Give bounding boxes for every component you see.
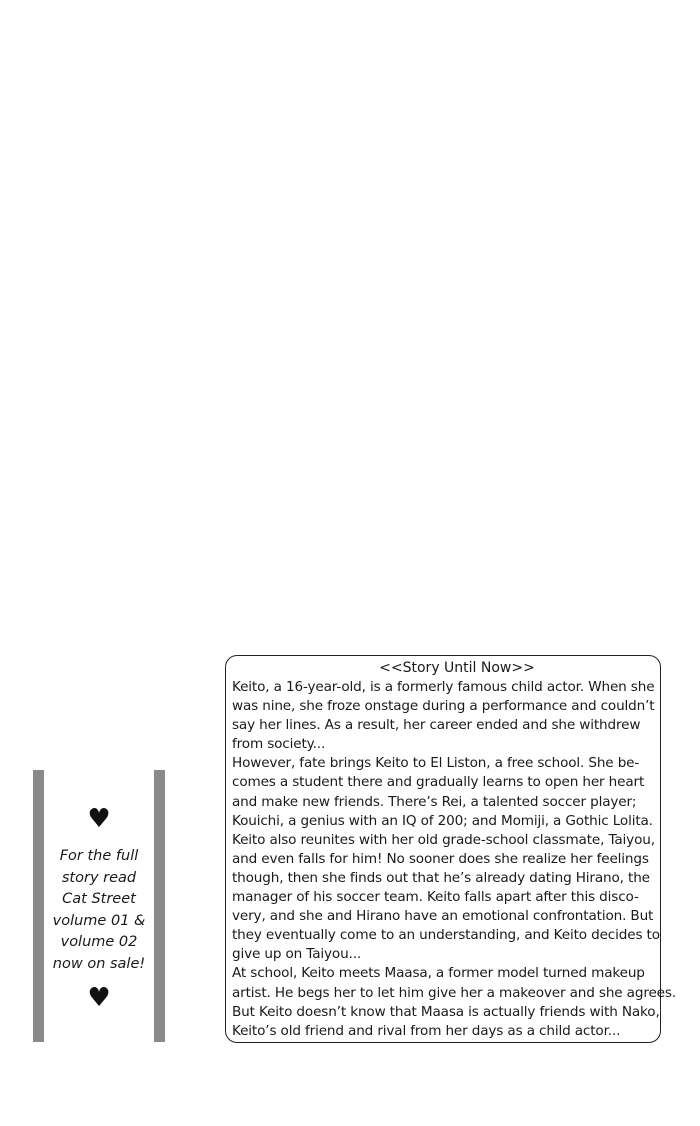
left-decorative-bar bbox=[33, 770, 44, 1042]
story-line: give up on Taiyou... bbox=[232, 946, 362, 963]
story-body bbox=[232, 678, 677, 1041]
promo-line: volume 01 & bbox=[52, 912, 146, 929]
story-line: and even falls for him! No sooner does she realize her feelings bbox=[232, 850, 649, 867]
story-line: from society... bbox=[232, 736, 326, 753]
promo-text bbox=[48, 846, 150, 975]
promo-line: volume 02 bbox=[60, 934, 138, 950]
story-summary-box bbox=[225, 655, 677, 1043]
promo-line: now on sale! bbox=[52, 955, 146, 972]
promo-line: For the full bbox=[59, 848, 139, 864]
story-line: they eventually come to an understanding, and Keito decides to bbox=[232, 927, 660, 944]
story-line: Keito, a 16-year-old, is a formerly famous child actor. When she bbox=[232, 679, 655, 695]
heart-icon: ♥ bbox=[87, 804, 111, 834]
heart-icon: ♥ bbox=[87, 983, 111, 1013]
story-line: and make new friends. There’s Rei, a talented soccer player; bbox=[232, 793, 637, 810]
story-line: though, then she finds out that he’s already dating Hirano, the bbox=[232, 869, 650, 886]
promo-line: Cat Street bbox=[62, 891, 136, 907]
story-line: However, fate brings Keito to El Liston, a free school. She be- bbox=[232, 755, 640, 772]
story-line: say her lines. As a result, her career ended and she withdrew bbox=[232, 717, 641, 734]
story-line: At school, Keito meets Maasa, a former model turned makeup bbox=[232, 965, 645, 982]
story-line: manager of his soccer team. Keito falls apart after this disco- bbox=[232, 889, 639, 906]
story-line: Keito also reunites with her old grade-school classmate, Taiyou, bbox=[232, 831, 655, 848]
story-line: very, and she and Hirano have an emotional confrontation. But bbox=[232, 908, 654, 925]
promo-line: story read bbox=[61, 869, 137, 886]
right-decorative-bar bbox=[154, 770, 165, 1042]
promo-panel bbox=[48, 800, 150, 1013]
story-title: <<Story Until Now>> bbox=[379, 660, 535, 676]
story-line: Keito’s old friend and rival from her days as a child actor... bbox=[232, 1022, 621, 1039]
story-line: was nine, she froze onstage during a performance and couldn’t bbox=[232, 698, 655, 715]
story-line: comes a student there and gradually learns to open her heart bbox=[232, 774, 645, 791]
story-line: artist. He begs her to let him give her a makeover and she agrees. bbox=[232, 984, 677, 1001]
story-line: But Keito doesn’t know that Maasa is actually friends with Nako, bbox=[232, 1003, 660, 1020]
story-line: Kouichi, a genius with an IQ of 200; and Momiji, a Gothic Lolita. bbox=[232, 812, 653, 829]
